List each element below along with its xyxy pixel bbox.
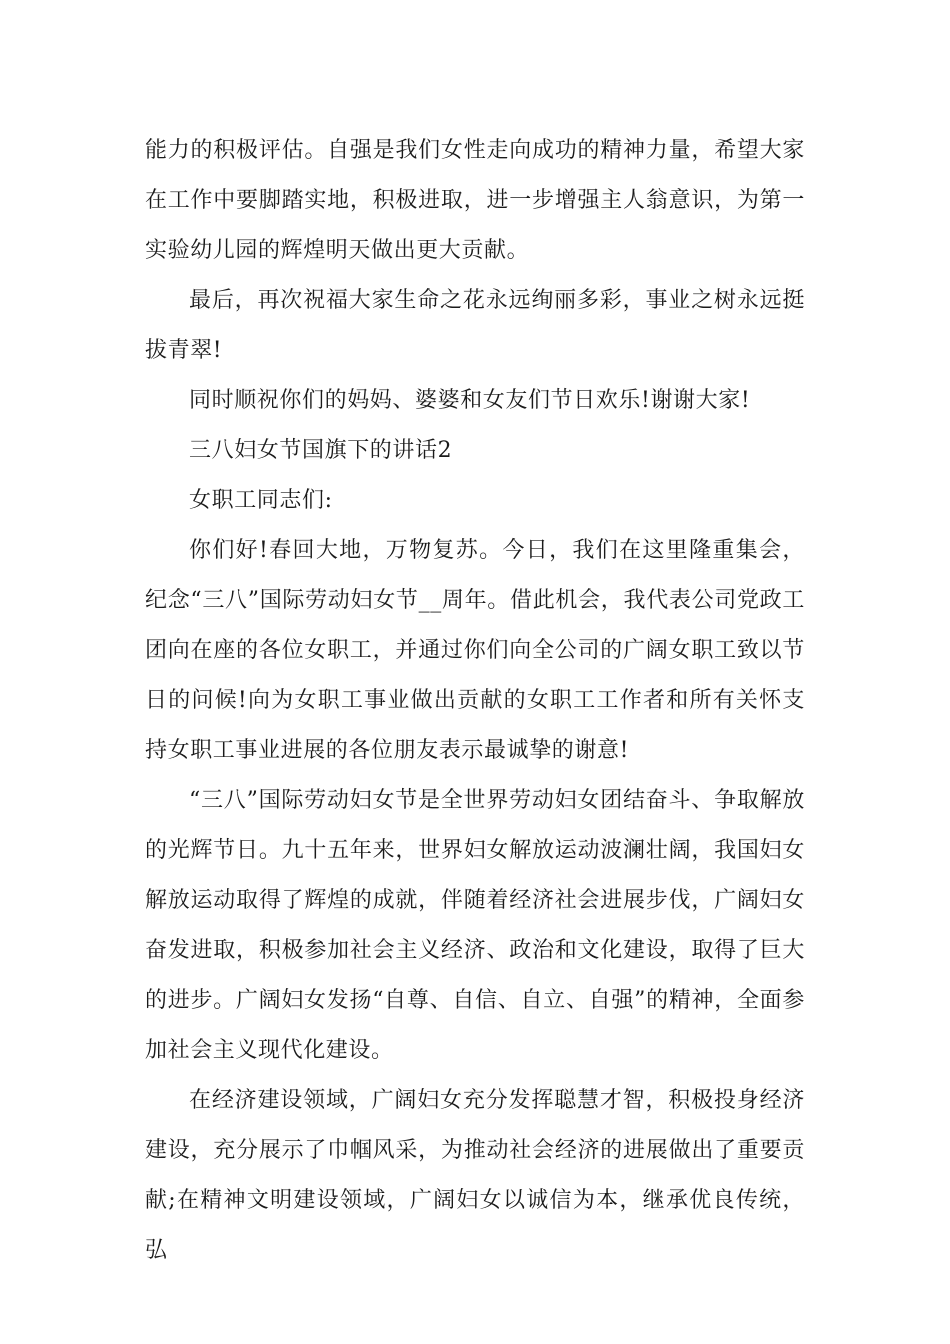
paragraph-8: 在经济建设领域，广阔妇女充分发挥聪慧才智，积极投身经济建设，充分展示了巾帼风采，为推动社会经济的进展做出了重要贡献;在精神文明建设领域，广阔妇女以诚信为本，继承优良传统，弘 [145,1088,805,1263]
salutation: 女职工同志们: [189,488,333,513]
paragraph-7: “三八”国际劳动妇女节是全世界劳动妇女团结奋斗、争取解放的光辉节日。九十五年来，世界妇女解放运动波澜壮阔，我国妇女解放运动取得了辉煌的成就，伴随着经济社会进展步伐，广阔妇女奋发进取，积极参加社会主义经济、政治和文化建设，取得了巨大的进步。广阔妇女发扬“自尊、自信、自立、自强”的精神，全面参加社会主义现代化建设。 [145,788,805,1063]
section-title: 三八妇女节国旗下的讲话2 [189,438,453,463]
paragraph-1: 能力的积极评估。自强是我们女性走向成功的精神力量，希望大家在工作中要脚踏实地，积极进取，进一步增强主人翁意识，为第一实验幼儿园的辉煌明天做出更大贡献。 [145,138,805,263]
document-body [145,126,805,1276]
paragraph-6: 你们好!春回大地，万物复苏。今日，我们在这里隆重集会，纪念“三八”国际劳动妇女节__周年。借此机会，我代表公司党政工团向在座的各位女职工，并通过你们向全公司的广阔女职工致以节日的问候!向为女职工事业做出贡献的女职工工作者和所有关怀支持女职工事业进展的各位朋友表示最诚挚的谢意! [145,538,805,763]
paragraph-2: 最后，再次祝福大家生命之花永远绚丽多彩，事业之树永远挺拔青翠! [145,288,805,363]
paragraph-3: 同时顺祝你们的妈妈、婆婆和女友们节日欢乐!谢谢大家! [189,388,751,413]
